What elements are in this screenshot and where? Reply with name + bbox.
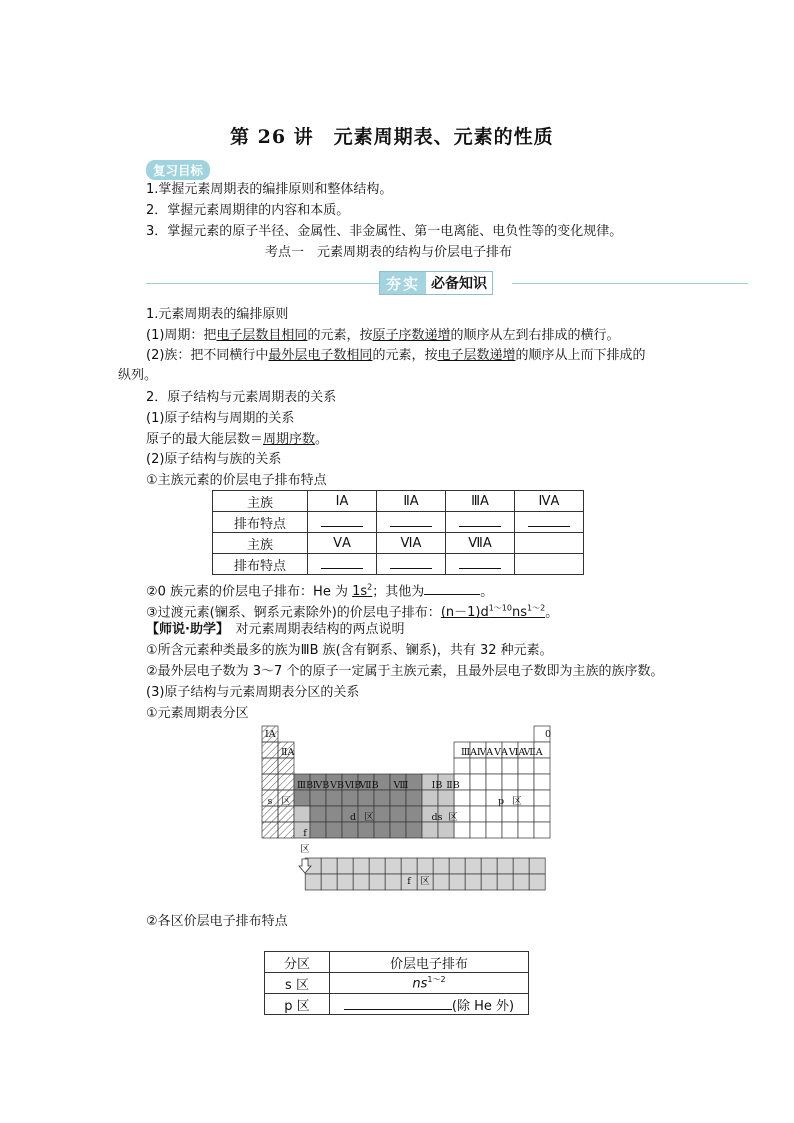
t1-h8: ⅥA: [377, 533, 446, 554]
p1-1b: 的元素，按: [307, 328, 373, 343]
t1-h3: ⅡA: [377, 491, 446, 512]
p1-1c: 的顺序从左到右排成的横行。: [450, 328, 620, 343]
d-block-cell: [406, 806, 422, 822]
f-block-cell: [305, 874, 321, 890]
f-block-cell: [513, 874, 529, 890]
s-block-cell: [262, 774, 278, 790]
p1-1u: 电子层数目相同: [216, 328, 308, 343]
s-block-cell: [278, 806, 294, 822]
f-block-cell: [417, 858, 433, 874]
note-title: 对元素周期表结构的两点说明: [222, 622, 405, 637]
d-block-cell: [374, 822, 390, 838]
p-block-cell: [486, 806, 502, 822]
p-block-cell: [470, 822, 486, 838]
page-title: 第 26 讲 元素周期表、元素的性质: [230, 126, 554, 148]
pt-ds-qu: 区: [448, 812, 458, 823]
f-block-cell: [353, 858, 369, 874]
f-block-cell: [337, 858, 353, 874]
d-block-cell: [390, 822, 406, 838]
f-block-cell: [353, 874, 369, 890]
s-block-cell: [278, 822, 294, 838]
note-header: [146, 620, 404, 640]
p3-1: ①元素周期表分区: [146, 706, 249, 721]
f-block-cell: [294, 806, 310, 822]
s-block-cell: [278, 774, 294, 790]
p-block-cell: [454, 822, 470, 838]
d-block-cell: [310, 806, 326, 822]
p-block-cell: [454, 758, 470, 774]
note-2: ②最外层电子数为 3～7 个的原子一定属于主族元素，且最外层电子数即为主族的族序数。: [146, 664, 664, 679]
p-block-cell: [502, 806, 518, 822]
f-block-cell: [401, 858, 417, 874]
d-block-cell: [390, 806, 406, 822]
p2-1a: 原子的最大能层数＝: [146, 432, 264, 447]
s-block-cell: [262, 742, 278, 758]
p1-2b: 的元素，按: [372, 348, 438, 363]
p2-title: 2．原子结构与元素周期表的关系: [146, 390, 337, 405]
knowledge-banner: [379, 271, 493, 295]
p-block-cell: [470, 758, 486, 774]
pt-label-VIIA: ⅦA: [523, 747, 543, 758]
t1-blank: [377, 554, 446, 575]
p-block-cell: [518, 822, 534, 838]
d-block-cell: [390, 790, 406, 806]
f-block-cell: [433, 858, 449, 874]
p-block-cell: [454, 790, 470, 806]
trans-formula: $(n-1)d^{1\sim 10}ns^{1\sim 2}$: [440, 604, 546, 621]
t2-p-label: p 区: [265, 994, 330, 1015]
pt-label-zero: 0: [544, 729, 552, 740]
note-tag: 【师说·助学】: [146, 622, 223, 637]
p-block-cell: [534, 806, 550, 822]
pt-ds-label: ds: [431, 812, 443, 823]
p1-2a: (2)族：把不同横行中: [146, 348, 269, 363]
p2-2: (2)原子结构与族的关系: [146, 452, 282, 467]
p1-2u2: 电子层数递增: [437, 348, 516, 363]
ds-block-cell: [438, 822, 454, 838]
p-block-cell: [502, 758, 518, 774]
goal-3: 3．掌握元素的原子半径、金属性、非金属性、第一电离能、电负性等的变化规律。: [146, 224, 623, 239]
pt-f-qu-upper: 区: [300, 844, 310, 855]
t2-h1: 分区: [265, 952, 330, 973]
p1-2c: 的顺序从上而下排成的: [515, 348, 646, 363]
p-block-cell: [470, 806, 486, 822]
pt-f-label-upper: f: [303, 828, 307, 839]
d-block-cell: [342, 822, 358, 838]
p1-1a: (1)周期：把: [146, 328, 217, 343]
f-block-cell: [481, 858, 497, 874]
t1-blank: [308, 512, 377, 533]
zero-a: ②0 族元素的价层电子排布：He 为: [146, 584, 353, 600]
f-block-cell: [529, 874, 545, 890]
pt-d-qu: 区: [364, 812, 374, 823]
zero-he: $1s^2$: [352, 583, 373, 600]
t1-r4-label: 排布特点: [213, 554, 308, 575]
section-title: 考点一 元素周期表的结构与价层电子排布: [265, 245, 513, 260]
p-block-cell: [534, 822, 550, 838]
p-block-cell: [518, 774, 534, 790]
pt-label-VIII: Ⅷ: [393, 780, 409, 791]
note-1: ①所含元素种类最多的族为ⅢB 族(含有锕系、镧系)，共有 32 种元素。: [146, 643, 553, 658]
pt-label-VIIB: ⅦB: [359, 780, 379, 791]
f-block-cell: [337, 874, 353, 890]
f-block-cell: [513, 858, 529, 874]
p-block-cell: [502, 822, 518, 838]
s-block-cell: [262, 822, 278, 838]
pt-label-IIIA: ⅢA: [460, 747, 478, 758]
block-config-table: [264, 951, 529, 1015]
review-goals-tag: 复习目标: [146, 160, 210, 180]
p-block-cell: [534, 790, 550, 806]
s-block-cell: [262, 758, 278, 774]
f-block-cell: [433, 874, 449, 890]
d-block-cell: [326, 822, 342, 838]
d-block-cell: [310, 790, 326, 806]
pt-p-qu: 区: [512, 796, 522, 807]
banner-right-label: 必备知识: [431, 276, 488, 292]
d-block-cell: [358, 822, 374, 838]
d-block-cell: [358, 790, 374, 806]
p-block-cell: [534, 758, 550, 774]
t1-blank: [377, 512, 446, 533]
p3-2: ②各区价层电子排布特点: [146, 914, 288, 929]
t1-h10: [515, 533, 584, 554]
pt-label-VA: ⅤA: [494, 747, 508, 758]
p3: (3)原子结构与元素周期表分区的关系: [146, 685, 360, 700]
p1-group: [146, 346, 645, 366]
trans-a: ③过渡元素(镧系、锕系元素除外)的价层电子排布：: [146, 605, 441, 621]
pt-p-label: p: [497, 796, 505, 807]
banner-rule-left: [146, 283, 380, 284]
goal-1: 1.掌握元素周期表的编排原则和整体结构。: [146, 182, 393, 197]
pt-f-label: f: [407, 876, 411, 887]
p-block-cell: [502, 774, 518, 790]
p2-1: (1)原子结构与周期的关系: [146, 411, 295, 426]
pt-s-label: s: [267, 796, 273, 807]
t1-h1: 主族: [213, 491, 308, 512]
s-block-cell: [262, 806, 278, 822]
pt-label-IIIB: ⅢB: [296, 780, 314, 791]
f-block-cell: [321, 874, 337, 890]
d-block-cell: [294, 790, 310, 806]
banner-left-label: 夯实: [380, 272, 426, 294]
t1-blank: [515, 512, 584, 533]
pt-label-IIB: ⅡB: [446, 780, 460, 791]
pt-label-IB: ⅠB: [431, 780, 443, 791]
t2-s-label: s 区: [265, 973, 330, 994]
t2-s-config: $ns^{1\sim 2}$: [330, 973, 529, 994]
p1-period: [146, 326, 619, 346]
main-group-table: [212, 490, 584, 575]
t1-blank: [446, 554, 515, 575]
d-block-cell: [326, 806, 342, 822]
p2-1-line: [146, 430, 328, 450]
f-block-cell: [369, 874, 385, 890]
goal-2: 2．掌握元素周期律的内容和本质。: [146, 203, 350, 218]
pt-f-qu: 区: [420, 876, 430, 887]
p-block-cell: [486, 822, 502, 838]
d-block-cell: [406, 822, 422, 838]
ds-block-cell: [438, 790, 454, 806]
t1-h4: ⅢA: [446, 491, 515, 512]
f-block-cell: [465, 874, 481, 890]
t1-r2-label: 排布特点: [213, 512, 308, 533]
p1-group-cont: 纵列。: [118, 368, 158, 383]
banner-rule-right: [512, 283, 748, 284]
f-block-cell: [465, 858, 481, 874]
s-block-cell: [278, 758, 294, 774]
p2-1u: 周期序数: [263, 432, 316, 447]
pt-label-IA: ⅠA: [265, 729, 276, 740]
t1-blank: [308, 554, 377, 575]
t2-h2: 价层电子排布: [330, 952, 529, 973]
p1-1u2: 原子序数递增: [372, 328, 451, 343]
p-block-cell: [534, 774, 550, 790]
p-block-cell: [470, 774, 486, 790]
pt-s-qu: 区: [281, 796, 291, 807]
trans-b: 。: [545, 605, 559, 621]
p1-title: 1.元素周期表的编排原则: [146, 307, 289, 322]
d-block-cell: [326, 790, 342, 806]
d-block-cell: [342, 790, 358, 806]
p2-2a: ①主族元素的价层电子排布特点: [146, 473, 327, 488]
p2-1b: 。: [315, 432, 329, 447]
p-block-cell: [518, 806, 534, 822]
f-block-cell: [449, 858, 465, 874]
t1-h6: 主族: [213, 533, 308, 554]
t2-p-config: (除 He 外): [330, 994, 529, 1015]
p-block-cell: [486, 774, 502, 790]
f-block-cell: [497, 874, 513, 890]
pt-label-IIA: ⅡA: [281, 747, 295, 758]
zero-blank: [424, 582, 480, 595]
f-block-cell: [369, 858, 385, 874]
p-block-cell: [470, 790, 486, 806]
f-block-cell: [497, 858, 513, 874]
zero-c: 。: [480, 584, 494, 600]
p-block-cell: [486, 758, 502, 774]
pt-label-IVA: ⅣA: [476, 747, 494, 758]
pt-label-VIA: ⅥA: [508, 747, 526, 758]
t1-empty: [515, 554, 584, 575]
pt-label-IVB: ⅣB: [312, 780, 330, 791]
t1-h2: ⅠA: [308, 491, 377, 512]
d-block-cell: [374, 790, 390, 806]
f-block-cell: [481, 874, 497, 890]
zero-b: ；其他为: [372, 584, 425, 600]
p1-2u: 最外层电子数相同: [268, 348, 373, 363]
f-block-cell: [294, 822, 310, 838]
f-block-cell: [385, 858, 401, 874]
ds-block-cell: [422, 822, 438, 838]
pt-label-VIB: ⅥB: [344, 780, 362, 791]
f-block-cell: [449, 874, 465, 890]
t1-h7: ⅤA: [308, 533, 377, 554]
t1-h5: ⅣA: [515, 491, 584, 512]
f-block-cell: [529, 858, 545, 874]
f-block-cell: [385, 874, 401, 890]
t1-blank: [446, 512, 515, 533]
pt-label-VB: ⅤB: [330, 780, 344, 791]
periodic-table-diagram: [258, 722, 558, 907]
pt-d-label: d: [349, 812, 357, 823]
d-block-cell: [406, 790, 422, 806]
d-block-cell: [310, 822, 326, 838]
ds-block-cell: [422, 790, 438, 806]
t1-h9: ⅦA: [446, 533, 515, 554]
d-block-cell: [374, 806, 390, 822]
f-block-cell: [321, 858, 337, 874]
p-block-cell: [518, 758, 534, 774]
